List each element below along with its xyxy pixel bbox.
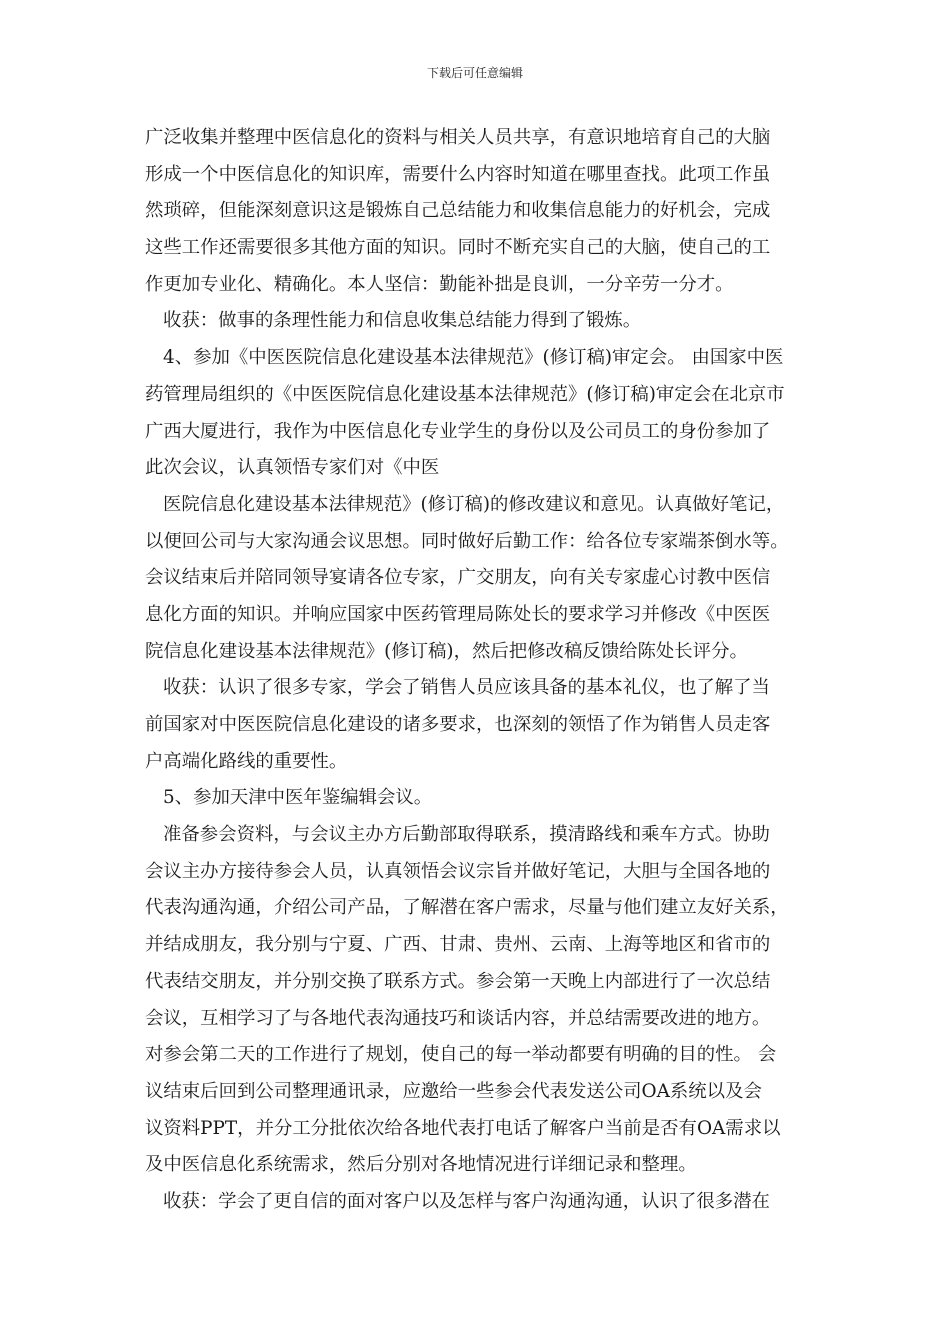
text-line: 医院信息化建设基本法律规范》(修订稿)的修改建议和意见。认真做好笔记，: [163, 493, 785, 515]
text-line: 代表结交朋友，并分别交换了联系方式。参会第一天晚上内部进行了一次总结: [145, 970, 771, 992]
text-line: 作更加专业化、精确化。本人坚信：勤能补拙是良训，一分辛劳一分才。: [145, 273, 734, 295]
text-line: 收获：学会了更自信的面对客户以及怎样与客户沟通沟通，认识了很多潜在: [163, 1190, 770, 1212]
text-line: 形成一个中医信息化的知识库，需要什么内容时知道在哪里查找。此项工作虽: [145, 163, 771, 185]
text-line: 议结束后回到公司整理通讯录，应邀给一些参会代表发送公司OA系统以及会: [145, 1080, 762, 1102]
text-line: 前国家对中医医院信息化建设的诸多要求，也深刻的领悟了作为销售人员走客: [145, 714, 771, 735]
text-line: 5、参加天津中医年鉴编辑会议。: [163, 787, 433, 809]
text-line: 4、参加《中医医院信息化建设基本法律规范》(修订稿)审定会。 由国家中医: [163, 347, 784, 369]
text-line: 准备参会资料，与会议主办方后勤部取得联系，摸清路线和乘车方式。协助: [163, 824, 770, 846]
text-line: 收获：做事的条理性能力和信息收集总结能力得到了锻炼。: [163, 310, 642, 332]
text-line: 及中医信息化系统需求，然后分别对各地情况进行详细记录和整理。: [145, 1154, 697, 1176]
text-line: 议资料PPT，并分工分批依次给各地代表打电话了解客户当前是否有OA需求以: [145, 1117, 781, 1139]
text-line: 以便回公司与大家沟通会议思想。同时做好后勤工作：给各位专家端茶倒水等。: [145, 530, 789, 552]
text-line: 并结成朋友，我分别与宁夏、广西、甘肃、贵州、云南、上海等地区和省市的: [145, 934, 771, 956]
text-line: 收获：认识了很多专家，学会了销售人员应该具备的基本礼仪，也了解了当: [163, 677, 770, 699]
page-header: 下载后可任意编辑: [426, 66, 523, 80]
text-line: 这些工作还需要很多其他方面的知识。同时不断充实自己的大脑，使自己的工: [145, 237, 771, 259]
text-line: 户高端化路线的重要性。: [145, 750, 348, 772]
text-line: 息化方面的知识。并响应国家中医药管理局陈处长的要求学习并修改《中医医: [145, 603, 771, 625]
text-line: 广西大厦进行，我作为中医信息化专业学生的身份以及公司员工的身份参加了: [145, 420, 771, 442]
body-text: [145, 120, 827, 1221]
text-line: 然琐碎，但能深刻意识这是锻炼自己总结能力和收集信息能力的好机会，完成: [145, 200, 771, 222]
text-line: 代表沟通沟通，介绍公司产品，了解潜在客户需求，尽量与他们建立友好关系，: [145, 897, 789, 919]
text-line: 会议主办方接待参会人员，认真领悟会议宗旨并做好笔记，大胆与全国各地的: [145, 860, 771, 882]
text-line: 会议，互相学习了与各地代表沟通技巧和谈话内容，并总结需要改进的地方。: [145, 1007, 771, 1029]
text-line: 广泛收集并整理中医信息化的资料与相关人员共享，有意识地培育自己的大脑: [145, 127, 771, 148]
text-line: 药管理局组织的《中医医院信息化建设基本法律规范》(修订稿)审定会在北京市: [145, 383, 785, 405]
text-line: 对参会第二天的工作进行了规划，使自己的每一举动都要有明确的目的性。 会: [145, 1044, 777, 1066]
text-line: 会议结束后并陪同领导宴请各位专家，广交朋友，向有关专家虚心讨教中医信: [145, 567, 771, 589]
text-line: 此次会议，认真领悟专家们对《中医: [145, 457, 440, 479]
text-line: 院信息化建设基本法律规范》(修订稿)，然后把修改稿反馈给陈处长评分。: [145, 640, 748, 662]
